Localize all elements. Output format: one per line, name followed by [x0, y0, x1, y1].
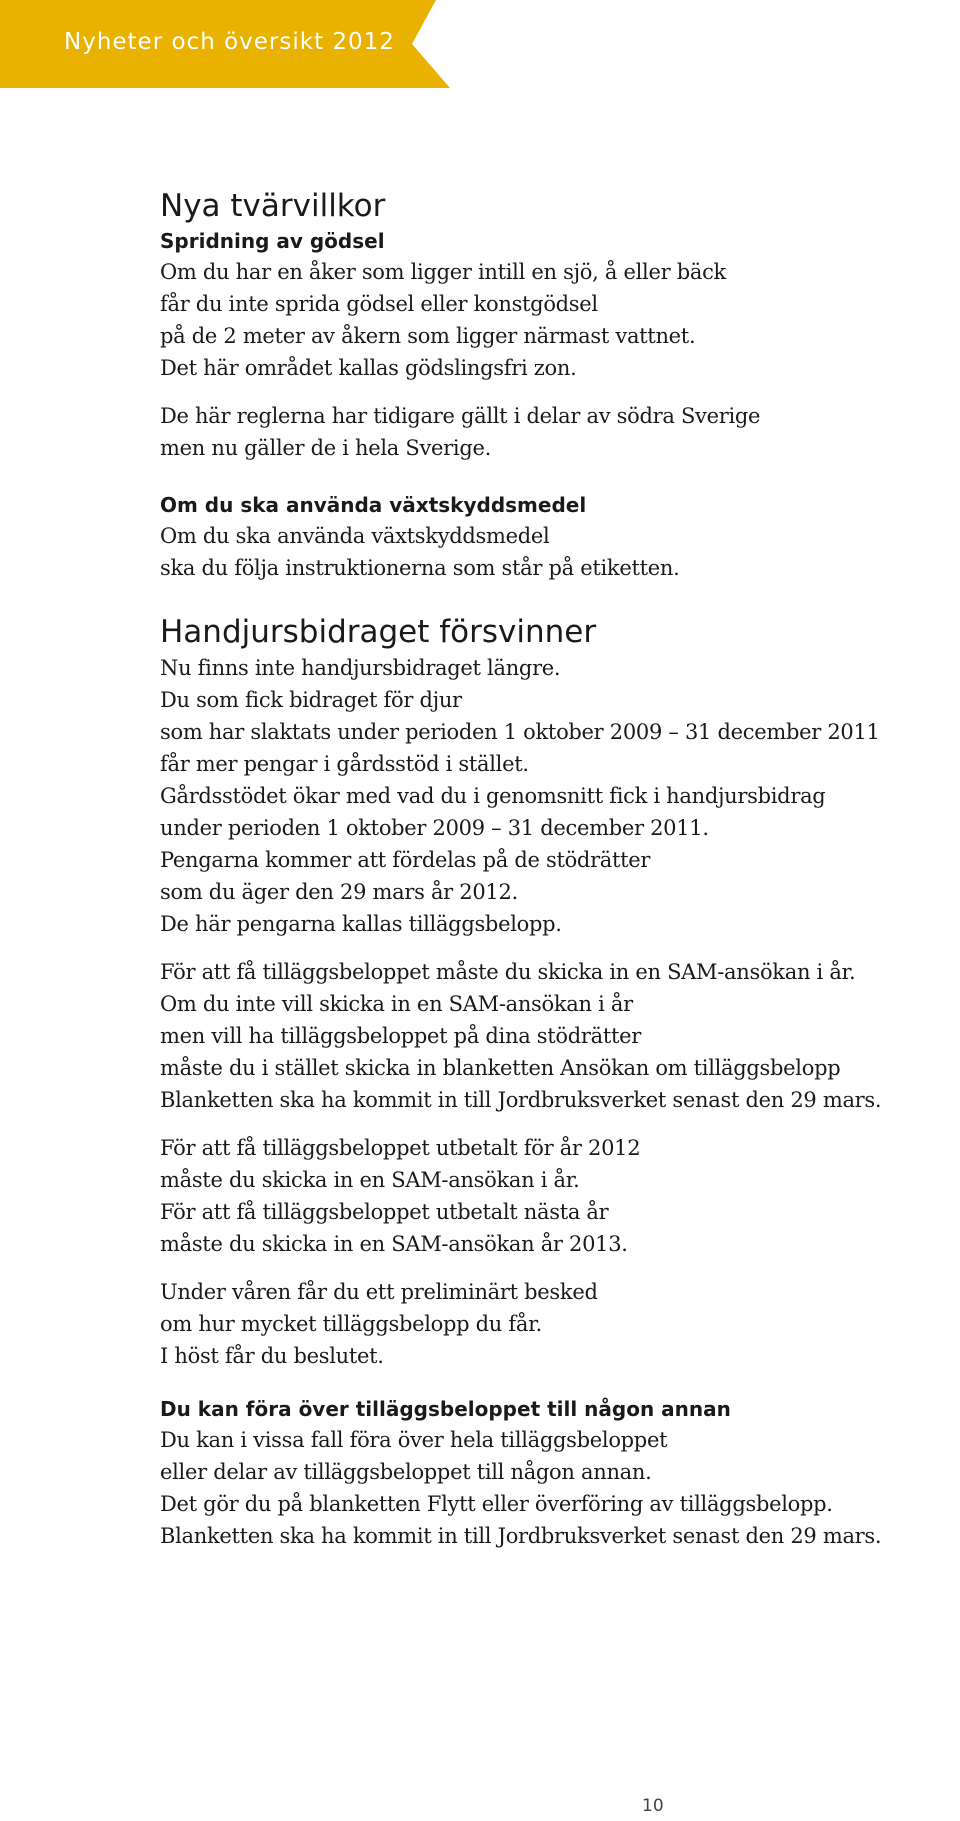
text-line: får mer pengar i gårdsstöd i stället. — [160, 752, 529, 776]
text-line: För att få tilläggsbeloppet utbetalt för år 2012 — [160, 1136, 641, 1160]
text-line: Det här området kallas gödslingsfri zon. — [160, 356, 577, 380]
text-line: Nu finns inte handjursbidraget längre. — [160, 656, 561, 680]
text-line: Det gör du på blanketten Flytt eller överföring av tilläggsbelopp. — [160, 1492, 833, 1516]
text-line: De här reglerna har tidigare gällt i delar av södra Sverige — [160, 404, 761, 428]
header-tab-label: Nyheter och översikt 2012 — [64, 29, 395, 55]
paragraph — [160, 1276, 950, 1372]
text-line: För att få tilläggsbeloppet utbetalt nästa år — [160, 1200, 609, 1224]
subheading-fora-over: Du kan föra över tilläggsbeloppet till någon annan — [160, 1397, 731, 1421]
text-line: på de 2 meter av åkern som ligger närmast vattnet. — [160, 324, 696, 348]
text-line: Gårdsstödet ökar med vad du i genomsnitt fick i handjursbidrag — [160, 784, 826, 808]
paragraph — [160, 520, 950, 584]
text-line: För att få tilläggsbeloppet måste du skicka in en SAM-ansökan i år. — [160, 960, 856, 984]
text-line: Blanketten ska ha kommit in till Jordbruksverket senast den 29 mars. — [160, 1088, 882, 1112]
text-line: Om du inte vill skicka in en SAM-ansökan i år — [160, 992, 633, 1016]
paragraph — [160, 652, 950, 940]
text-line: I höst får du beslutet. — [160, 1344, 384, 1368]
text-line: Du kan i vissa fall föra över hela tilläggsbeloppet — [160, 1428, 668, 1452]
text-line: måste du i stället skicka in blanketten Ansökan om tilläggsbelopp — [160, 1056, 841, 1080]
text-line: eller delar av tilläggsbeloppet till någon annan. — [160, 1460, 652, 1484]
text-line: ska du följa instruktionerna som står på etiketten. — [160, 556, 680, 580]
paragraph — [160, 1424, 950, 1552]
paragraph — [160, 1132, 950, 1260]
paragraph — [160, 400, 950, 464]
text-line: om hur mycket tilläggsbelopp du får. — [160, 1312, 542, 1336]
text-line: Om du ska använda växtskyddsmedel — [160, 524, 550, 548]
text-line: Du som fick bidraget för djur — [160, 688, 462, 712]
text-line: Blanketten ska ha kommit in till Jordbruksverket senast den 29 mars. — [160, 1524, 882, 1548]
paragraph — [160, 956, 950, 1116]
text-line: men nu gäller de i hela Sverige. — [160, 436, 491, 460]
page-number: 10 — [642, 1796, 664, 1816]
text-line: Om du har en åker som ligger intill en sjö, å eller bäck — [160, 260, 726, 284]
text-line: under perioden 1 oktober 2009 – 31 december 2011. — [160, 816, 709, 840]
text-line: får du inte sprida gödsel eller konstgödsel — [160, 292, 598, 316]
text-line: som du äger den 29 mars år 2012. — [160, 880, 518, 904]
section-title-tvarvillkor: Nya tvärvillkor — [160, 188, 386, 224]
text-line: måste du skicka in en SAM-ansökan år 2013. — [160, 1232, 628, 1256]
page-content — [160, 186, 950, 1552]
text-line: som har slaktats under perioden 1 oktober 2009 – 31 december 2011 — [160, 720, 880, 744]
text-line: måste du skicka in en SAM-ansökan i år. — [160, 1168, 580, 1192]
section-title-handjursbidrag: Handjursbidraget försvinner — [160, 614, 597, 650]
subheading-spridning: Spridning av gödsel — [160, 229, 385, 253]
text-line: men vill ha tilläggsbeloppet på dina stödrätter — [160, 1024, 642, 1048]
text-line: Under våren får du ett preliminärt besked — [160, 1280, 598, 1304]
text-line: Pengarna kommer att fördelas på de stödrätter — [160, 848, 651, 872]
text-line: De här pengarna kallas tilläggsbelopp. — [160, 912, 562, 936]
paragraph — [160, 256, 950, 384]
subheading-vaxtskydd: Om du ska använda växtskyddsmedel — [160, 493, 587, 517]
